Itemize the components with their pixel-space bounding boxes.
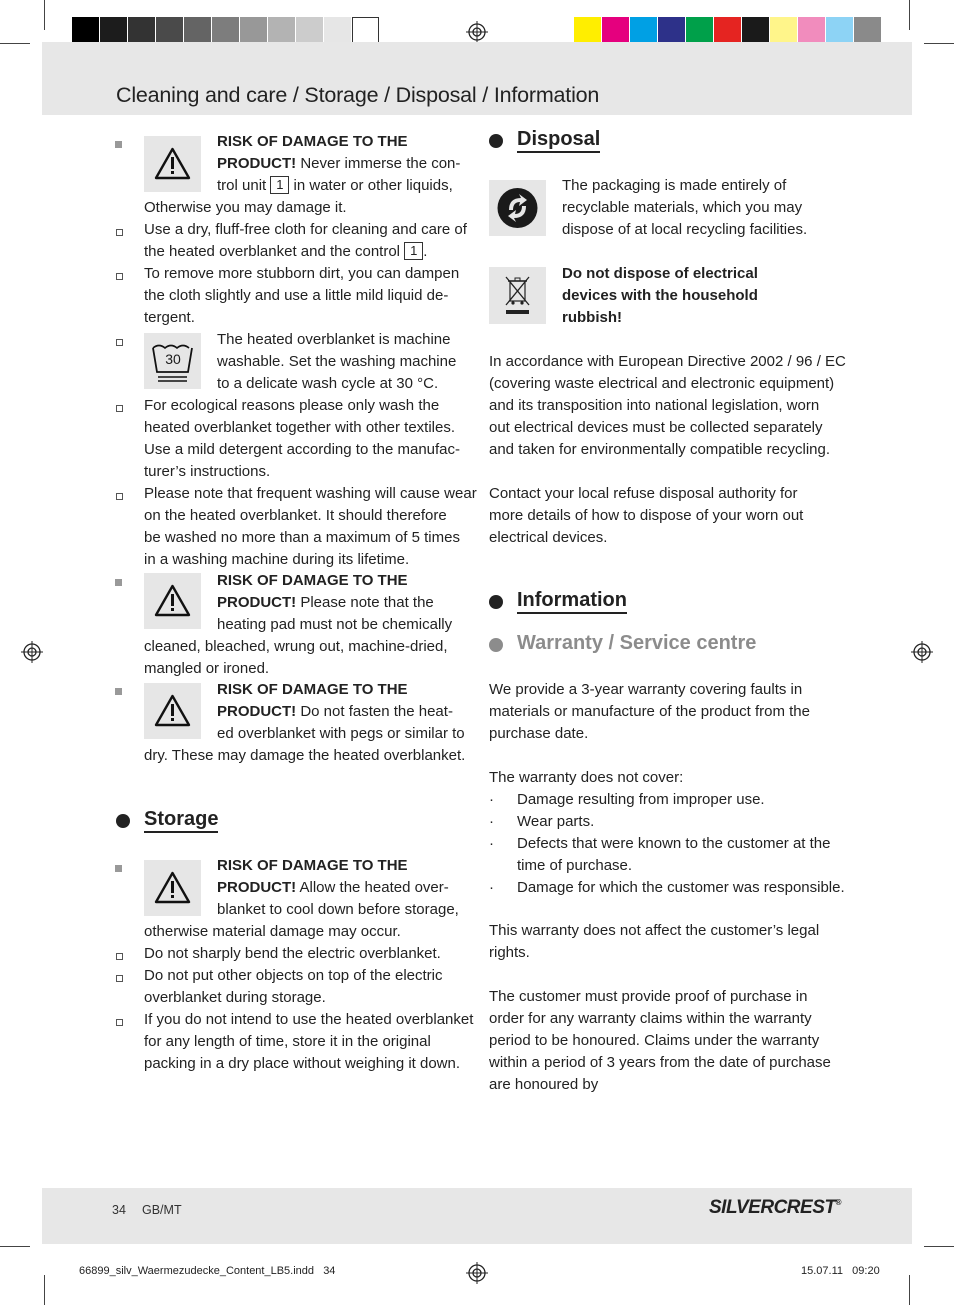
warranty-heading: Warranty / Service centre bbox=[517, 632, 757, 654]
exclusion-bullet: · bbox=[489, 879, 494, 896]
list-bullet bbox=[116, 273, 123, 280]
proof-text: The customer must provide proof of purchase in bbox=[489, 988, 808, 1005]
list-item: turer’s instructions. bbox=[144, 463, 271, 480]
page-header bbox=[42, 42, 912, 115]
warning-text: PRODUCT! Allow the heated over- bbox=[217, 879, 449, 896]
directive-text: and taken for environmentally compatible recycling. bbox=[489, 441, 831, 458]
warning-text: RISK OF DAMAGE TO THE bbox=[217, 133, 408, 150]
list-bullet bbox=[116, 493, 123, 500]
list-item: tergent. bbox=[144, 309, 195, 326]
exclusion-bullet: · bbox=[489, 813, 494, 830]
part-number-label: 1 bbox=[404, 242, 423, 260]
warning-icon bbox=[144, 860, 201, 916]
contact-text: more details of how to dispose of your worn out bbox=[489, 507, 804, 524]
warning-text: trol unit 1 in water or other liquids, bbox=[217, 177, 453, 194]
exclusion-item: Defects that were known to the customer at the bbox=[517, 835, 831, 852]
list-item: in a washing machine during its lifetime. bbox=[144, 551, 410, 568]
warning-bullet bbox=[115, 579, 122, 586]
warning-bullet bbox=[115, 865, 122, 872]
exclusion-item: Damage for which the customer was responsible. bbox=[517, 879, 845, 896]
weee-warning: Do not dispose of electrical bbox=[562, 265, 758, 282]
packaging-text: dispose of at local recycling facilities. bbox=[562, 221, 808, 238]
weee-crossed-bin-icon bbox=[489, 267, 546, 324]
list-item: heated overblanket together with other textiles. bbox=[144, 419, 456, 436]
warning-text: PRODUCT! Please note that the bbox=[217, 594, 434, 611]
warning-text: Otherwise you may damage it. bbox=[144, 199, 347, 216]
directive-text: (covering waste electrical and electronic equipment) bbox=[489, 375, 835, 392]
warning-text: ed overblanket with pegs or similar to bbox=[217, 725, 465, 742]
crop-mark bbox=[44, 1275, 45, 1305]
registration-mark-icon bbox=[21, 641, 43, 663]
recycling-green-dot-icon bbox=[489, 180, 546, 236]
crop-mark bbox=[924, 43, 954, 44]
page-title: Cleaning and care / Storage / Disposal / Information bbox=[116, 83, 600, 107]
packaging-text: The packaging is made entirely of bbox=[562, 177, 787, 194]
list-bullet bbox=[116, 1019, 123, 1026]
wash-temperature: 30 bbox=[165, 351, 181, 367]
exclusion-item: time of purchase. bbox=[517, 857, 633, 874]
registration-mark-icon bbox=[466, 1262, 488, 1284]
warning-text: RISK OF DAMAGE TO THE bbox=[217, 857, 408, 874]
list-item: For ecological reasons please only wash the bbox=[144, 397, 440, 414]
directive-text: out electrical devices must be collected separately bbox=[489, 419, 823, 436]
crop-mark bbox=[909, 1275, 910, 1305]
packaging-text: recyclable materials, which you may bbox=[562, 199, 803, 216]
list-item: Use a dry, fluff-free cloth for cleaning and care of bbox=[144, 221, 467, 238]
warning-text: PRODUCT! Never immerse the con- bbox=[217, 155, 461, 172]
slug-date: 15.07.11 09:20 bbox=[801, 1265, 880, 1277]
list-item: the cloth slightly and use a little mild liquid de- bbox=[144, 287, 449, 304]
list-bullet bbox=[116, 405, 123, 412]
proof-text: within a period of 3 years from the date of purchase bbox=[489, 1054, 831, 1071]
list-item: the heated overblanket and the control 1 . bbox=[144, 243, 428, 260]
list-item: Do not put other objects on top of the electric bbox=[144, 967, 443, 984]
heading-bullet bbox=[116, 814, 130, 828]
contact-text: Contact your local refuse disposal authority for bbox=[489, 485, 798, 502]
registration-mark-icon bbox=[911, 641, 933, 663]
proof-text: are honoured by bbox=[489, 1076, 599, 1093]
exclusion-bullet: · bbox=[489, 835, 494, 852]
directive-text: In accordance with European Directive 2002 / 96 / EC bbox=[489, 353, 846, 370]
rights-text: This warranty does not affect the customer’s legal bbox=[489, 922, 820, 939]
list-bullet bbox=[116, 975, 123, 982]
registration-mark-icon bbox=[466, 21, 488, 43]
warning-text: cleaned, bleached, wrung out, machine-dried, bbox=[144, 638, 448, 655]
list-item: The heated overblanket is machine bbox=[217, 331, 451, 348]
list-bullet bbox=[116, 953, 123, 960]
heading-bullet bbox=[489, 595, 503, 609]
list-item: To remove more stubborn dirt, you can dampen bbox=[144, 265, 460, 282]
contact-text: electrical devices. bbox=[489, 529, 608, 546]
exclusion-item: Wear parts. bbox=[517, 813, 595, 830]
rights-text: rights. bbox=[489, 944, 530, 961]
warning-icon bbox=[144, 573, 201, 629]
directive-text: and its transposition into national legislation, worn bbox=[489, 397, 820, 414]
list-item: for any length of time, store it in the original bbox=[144, 1033, 431, 1050]
part-number-label: 1 bbox=[270, 176, 289, 194]
disposal-heading: Disposal bbox=[517, 128, 600, 151]
list-bullet bbox=[116, 339, 123, 346]
warning-text: dry. These may damage the heated overblanket. bbox=[144, 747, 466, 764]
exclusion-bullet: · bbox=[489, 791, 494, 808]
crop-mark bbox=[44, 0, 45, 30]
crop-mark bbox=[909, 0, 910, 30]
heading-bullet bbox=[489, 134, 503, 148]
list-item: to a delicate wash cycle at 30 °C. bbox=[217, 375, 439, 392]
warning-text: heating pad must not be chemically bbox=[217, 616, 453, 633]
warning-text: RISK OF DAMAGE TO THE bbox=[217, 681, 408, 698]
list-item: Please note that frequent washing will cause wear bbox=[144, 485, 477, 502]
warning-text: RISK OF DAMAGE TO THE bbox=[217, 572, 408, 589]
exclusion-item: Damage resulting from improper use. bbox=[517, 791, 765, 808]
warning-text: otherwise material damage may occur. bbox=[144, 923, 401, 940]
crop-mark bbox=[0, 43, 30, 44]
warning-text: blanket to cool down before storage, bbox=[217, 901, 459, 918]
list-item: washable. Set the washing machine bbox=[217, 353, 457, 370]
warranty-text: We provide a 3-year warranty covering faults in bbox=[489, 681, 803, 698]
list-item: Do not sharply bend the electric overblanket. bbox=[144, 945, 441, 962]
weee-warning: rubbish! bbox=[562, 309, 622, 326]
warning-icon bbox=[144, 136, 201, 192]
warning-bullet bbox=[115, 688, 122, 695]
brand-logo: SILVERCREST® bbox=[709, 1197, 841, 1218]
storage-heading: Storage bbox=[144, 808, 218, 831]
heading-bullet bbox=[489, 638, 503, 652]
list-item: be washed no more than a maximum of 5 times bbox=[144, 529, 460, 546]
list-item: overblanket during storage. bbox=[144, 989, 326, 1006]
crop-mark bbox=[0, 1246, 30, 1247]
list-item: on the heated overblanket. It should therefore bbox=[144, 507, 447, 524]
information-heading: Information bbox=[517, 589, 627, 612]
proof-text: order for any warranty claims within the warranty bbox=[489, 1010, 812, 1027]
warning-text: PRODUCT! Do not fasten the heat- bbox=[217, 703, 453, 720]
list-item: If you do not intend to use the heated overblanket bbox=[144, 1011, 474, 1028]
warning-icon bbox=[144, 683, 201, 739]
language-code: GB/MT bbox=[142, 1203, 182, 1217]
slug-filename: 66899_silv_Waermezudecke_Content_LB5.indd 34 bbox=[79, 1265, 336, 1277]
weee-warning: devices with the household bbox=[562, 287, 758, 304]
warning-bullet bbox=[115, 141, 122, 148]
warranty-text: materials or manufacture of the product from the bbox=[489, 703, 810, 720]
proof-text: period to be honoured. Claims under the warranty bbox=[489, 1032, 820, 1049]
crop-mark bbox=[924, 1246, 954, 1247]
list-item: packing in a dry place without weighing it down. bbox=[144, 1055, 461, 1072]
list-bullet bbox=[116, 229, 123, 236]
page-number: 34 bbox=[112, 1203, 126, 1217]
list-item: Use a mild detergent according to the manufac- bbox=[144, 441, 461, 458]
warning-text: mangled or ironed. bbox=[144, 660, 270, 677]
warranty-text: purchase date. bbox=[489, 725, 589, 742]
wash-30-icon bbox=[144, 333, 201, 389]
not-cover-text: The warranty does not cover: bbox=[489, 769, 684, 786]
